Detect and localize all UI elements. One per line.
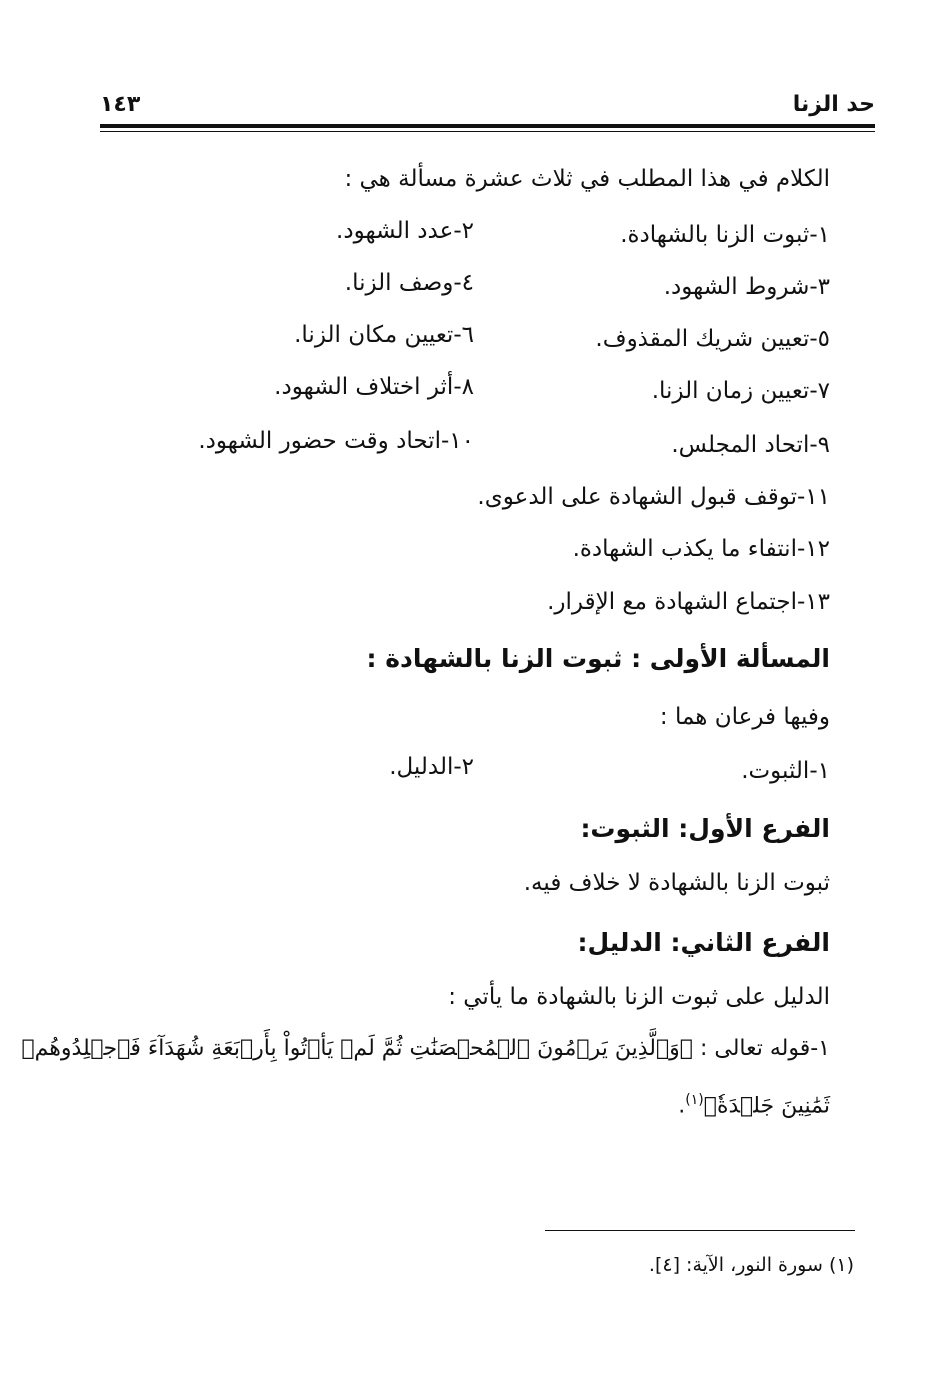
branch-text: ثبوت الزنا بالشهادة لا خلاف فيه. [523, 870, 830, 896]
issue-item: ١١-توقف قبول الشهادة على الدعوى. [477, 484, 830, 510]
footnote-separator [545, 1230, 855, 1231]
intro-paragraph: الكلام في هذا المطلب في ثلاث عشرة مسألة هي : [344, 166, 830, 192]
issue-item: ١٣-اجتماع الشهادة مع الإقرار. [547, 589, 830, 615]
quran-verse-line: ١-قوله تعالى : ﴿وَٱلَّذِينَ يَرۡمُونَ ٱلۡمُحۡصَنَٰتِ ثُمَّ لَمۡ يَأۡتُواْ بِأَرۡبَعَةِ شُهَدَآءَ فَٱجۡلِدُوهُمۡ [21, 1036, 830, 1061]
issue-item: ٣-شروط الشهود. [663, 274, 830, 300]
footnote-reference: (١) [685, 1092, 704, 1108]
page-number: ١٤٣ [100, 92, 141, 117]
issue-item: ٩-اتحاد المجلس. [671, 432, 830, 458]
footnote: (١) سورة النور، الآية: [٤]. [648, 1254, 854, 1276]
issue-item: ٢-عدد الشهود. [336, 218, 474, 244]
issue-item: ٤-وصف الزنا. [344, 270, 474, 296]
section-intro: وفيها فرعان هما : [659, 704, 830, 730]
branch-heading: الفرع الثاني: الدليل: [577, 928, 830, 957]
section-heading: المسألة الأولى : ثبوت الزنا بالشهادة : [366, 644, 830, 673]
header-rule-thin [100, 131, 875, 132]
issue-item: ١٢-انتفاء ما يكذب الشهادة. [572, 536, 830, 562]
quran-verse-line [678, 1092, 830, 1120]
branch-list-item: ٢-الدليل. [389, 754, 474, 780]
issue-item: ٧-تعيين زمان الزنا. [651, 378, 830, 404]
running-title: حد الزنا [792, 92, 875, 117]
issue-item: ٨-أثر اختلاف الشهود. [274, 374, 474, 400]
page-header [100, 92, 875, 122]
quran-verse-text: ثَمَٰنِينَ جَلۡدَةٗ﴾ [703, 1093, 830, 1119]
branch-text: الدليل على ثبوت الزنا بالشهادة ما يأتي : [448, 984, 830, 1010]
branch-heading: الفرع الأول: الثبوت: [580, 814, 830, 843]
verse-end-period: . [678, 1093, 686, 1119]
branch-list-item: ١-الثبوت. [741, 758, 830, 784]
header-rule-thick [100, 124, 875, 128]
issue-item: ١٠-اتحاد وقت حضور الشهود. [198, 428, 474, 454]
issue-item: ١-ثبوت الزنا بالشهادة. [620, 222, 830, 248]
issue-item: ٥-تعيين شريك المقذوف. [595, 326, 830, 352]
issue-item: ٦-تعيين مكان الزنا. [294, 322, 474, 348]
